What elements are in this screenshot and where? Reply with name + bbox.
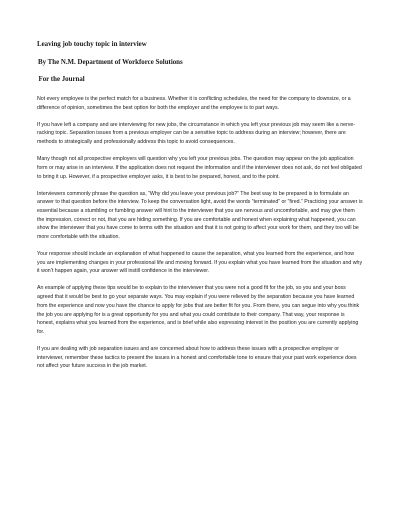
paragraph-2: If you have left a company and are interviewing for new jobs, the circumstance in which you left your previous job may seem like a nerve-racking topic. Separation issues from a previous employer can be a sensitive topic to address during an interview; however, there are methods to strategically and professionally address this topic to avoid consequences. <box>37 121 356 146</box>
paragraph-4: Interviewers commonly phrase the question as, “Why did you leave your previous job?” The best way to be prepared is to formulate an answer to that question before the interview. To keep the conversation light, avoid the words “terminated” or “fired.” Practicing your answer is essential because a stumbling or fumbling answer will hint to the interviewer that you are nervous and uncomfortable, and may give them the impression, correct or not, that you are hiding something. If you are comfortable and honest when explaining what happened, you can show the interviewer that you have come to terms with the situation and that it is not going to affect your work for them, and they too will be more comfortable with the situation. <box>37 190 363 241</box>
paragraph-5: Your response should include an explanation of what happened to cause the separation, what you learned from the experience, and how you are implementing changes in your professional life and moving forward. If you explain what you have learned from the situation and why it won’t happen again, your answer will instill confidence in the interviewer. <box>37 251 363 275</box>
paragraph-6: An example of applying these tips would be to explain to the interviewer that you were not a good fit for the job, so you and your boss agreed that it would be best to go your separate ways. You may explain if you were relieved by the separation because you have learned from the experience and now you have the chance to apply for jobs that are better fit for you. From there, you can segue into why you think the job you are applying for is a great opportunity for you and what you could contribute to their company. That way, your response is honest, explains what you learned from the experience, and is brief while also expressing interest in the position you are currently applying for. <box>37 285 360 335</box>
publication-line: For the Journal <box>38 76 85 83</box>
article-title: Leaving job touchy topic in interview <box>37 41 147 48</box>
paragraph-7: If you are dealing with job separation issues and are concerned about how to address these issues with a prospective employer or interviewer, remember these tactics to present the issues in a honest and comfortable tone to ensure that your past work experience does not affect your future success in the job market. <box>37 345 357 370</box>
paragraph-1: Not every employee is the perfect match for a business. Whether it is conflicting schedules, the need for the company to downsize, or a difference of opinion, sometimes the best option for both the employer and the employee is to part ways. <box>37 96 351 111</box>
paragraph-3: Many though not all prospective employers will question why you left your previous jobs. The question may appear on the job application form or may arise in an interview. If the application does not request the information and if the interviewer does not ask, do not feel obligated to bring it up. However, if a prospective employer asks, it is best to be prepared, honest, and to the point. <box>37 156 362 180</box>
article-byline: By The N.M. Department of Workforce Solutions <box>38 58 183 66</box>
